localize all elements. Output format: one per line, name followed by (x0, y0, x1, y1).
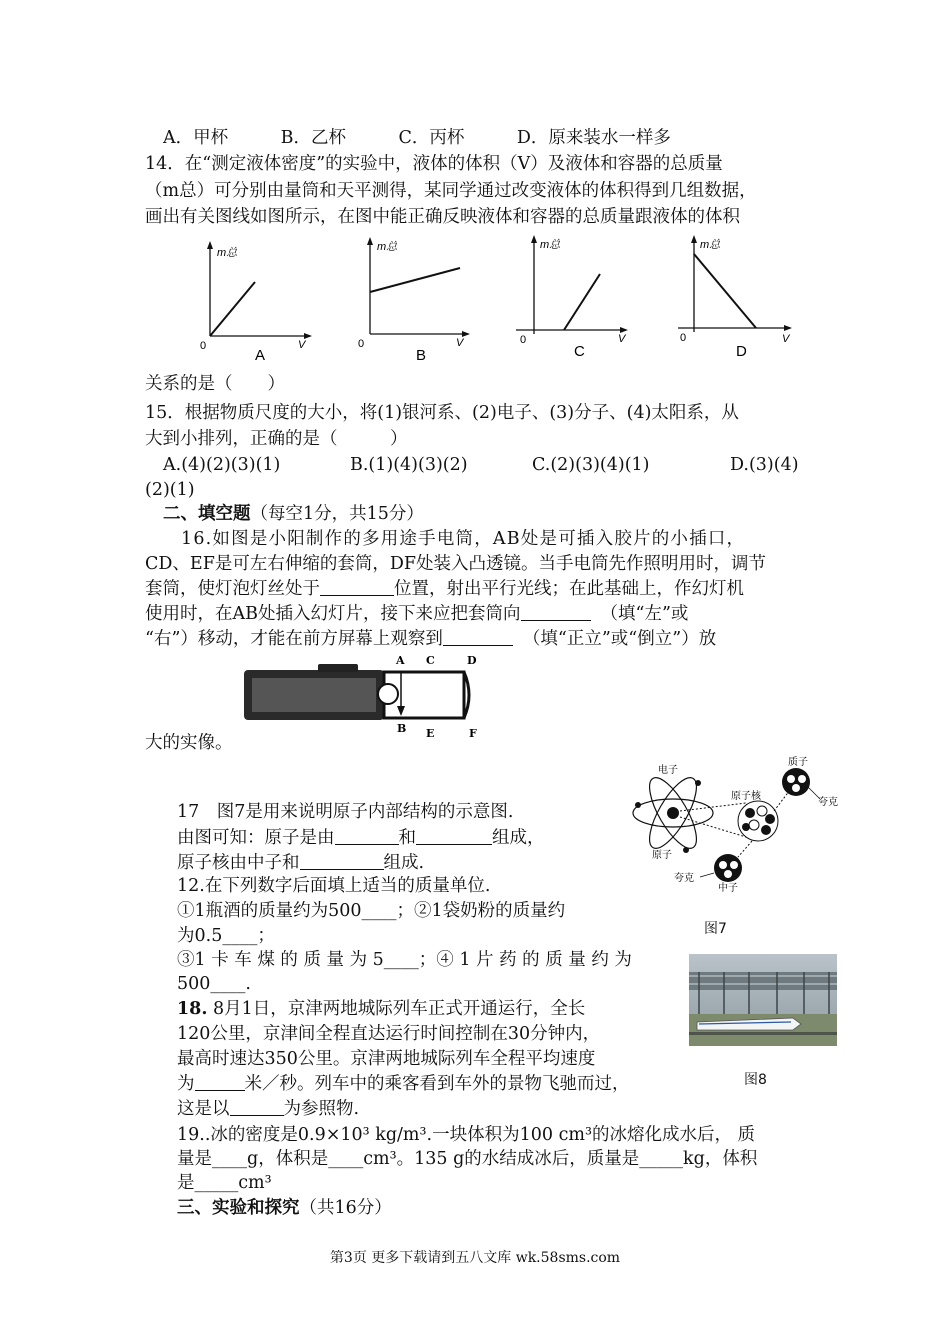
flashlight-label-e: E (426, 727, 435, 740)
section2-title: 二、填空题 (163, 504, 251, 524)
q18-blank-2[interactable] (230, 1099, 284, 1116)
graph-a (190, 236, 320, 370)
atom-label-quark-2: 夸克 (674, 873, 694, 884)
section2-heading (163, 502, 424, 526)
q18-line1 (177, 997, 585, 1021)
q15-option-d-cont: (2)(1) (145, 480, 195, 500)
figure-7-caption: 图7 (704, 921, 727, 937)
q16-line5-a: “右”）移动，才能在前方屏幕上观察到 (145, 629, 443, 649)
flashlight-label-f: F (469, 727, 477, 740)
q18-line5-b: 为参照物. (283, 1099, 360, 1119)
q16-blank-2[interactable] (521, 604, 591, 621)
neutron (714, 854, 742, 882)
q18-blank-1[interactable] (195, 1074, 245, 1091)
train-photo (689, 954, 837, 1046)
q15-line2: 大到小排列，正确的是（ ） (145, 429, 408, 449)
q14-line3: 画出有关图线如图所示，在图中能正确反映液体和容器的总质量跟液体的体积 (145, 207, 740, 227)
graph-a-origin: 0 (200, 340, 207, 352)
q19-line3: 是_____cm³ (177, 1173, 272, 1193)
section3-heading (177, 1196, 392, 1220)
q18-line2: 120公里，京津间全程直达运行时间控制在30分钟内， (177, 1024, 601, 1044)
graph-c (508, 230, 638, 370)
q16-blank-1[interactable] (320, 579, 394, 596)
q17-line3-a: 原子核由中子和 (177, 853, 300, 873)
q18-line4-a: 为 (177, 1074, 195, 1094)
proton (782, 768, 810, 796)
section3-note: （共16分） (299, 1198, 392, 1218)
atom-label-electron: 电子 (658, 765, 678, 776)
figure-8-caption: 图8 (744, 1072, 767, 1088)
q16-line5-b: （填“正立”或“倒立”）放 (522, 629, 717, 649)
q14-line2: （m总）可分别由量筒和天平测得，某同学通过改变液体的体积得到几组数据， (145, 181, 757, 201)
flashlight-figure (238, 650, 498, 746)
q18-line4 (177, 1072, 630, 1096)
q16-line3-a: 套筒，使灯泡灯丝处于 (145, 579, 320, 599)
q16-line6: 大的实像。 (145, 733, 233, 753)
page-footer: 第3页 更多下载请到五八文库 wk.58sms.com (329, 1250, 621, 1266)
graph-c-origin: 0 (520, 334, 527, 346)
q12-line3: 为0.5____； (177, 926, 275, 946)
atom-label-neutron: 中子 (718, 883, 738, 894)
q15-option-d: D.(3)(4) (730, 455, 799, 475)
graph-b (350, 230, 480, 370)
q15-option-b: B.(1)(4)(3)(2) (350, 455, 468, 475)
q17-blank-3[interactable] (300, 853, 384, 870)
flashlight-label-c: C (426, 654, 435, 667)
q19-line2: 量是____g，体积是____cm³。135 g的水结成冰后，质量是_____kg，体积 (177, 1149, 758, 1169)
q18-line3: 最高时速达350公里。京津两地城际列车全程平均速度 (177, 1049, 596, 1069)
q17-line2-a: 由图可知：原子是由 (177, 828, 335, 848)
graph-c-letter: C (574, 343, 585, 360)
graph-a-y-label: m总 (217, 247, 238, 259)
q19-line1: 19..冰的密度是0.9×10³ kg/m³.一块体积为100 cm³的冰熔化成水后， 质 (177, 1125, 756, 1145)
q18-line4-b: 米／秒。列车中的乘客看到车外的景物飞驰而过， (244, 1074, 630, 1094)
graph-b-y-label: m总 (377, 241, 398, 253)
q17-line2-b: 和 (398, 828, 416, 848)
q18-number: 18. (177, 999, 208, 1019)
graph-a-x-label: V (298, 339, 306, 351)
q16-line4-b: （填“左”或 (600, 604, 689, 624)
graph-d (670, 230, 800, 370)
q17-blank-2[interactable] (416, 828, 492, 845)
graph-d-y-label: m总 (700, 239, 721, 251)
flashlight-label-a: A (396, 654, 405, 667)
q16-line3-b: 位置，射出平行光线；在此基础上，作幻灯机 (394, 579, 744, 599)
atom-label-nucleus: 原子核 (731, 791, 761, 802)
atom-orbits (633, 771, 713, 854)
q13-options: A．甲杯 B．乙杯 C．丙杯 D．原来装水一样多 (163, 128, 671, 148)
q17-line2-c: 组成， (492, 828, 545, 848)
section3-title: 三、实验和探究 (177, 1198, 300, 1218)
flashlight-label-d: D (467, 654, 477, 667)
q12-line4: ③1 卡 车 煤 的 质 量 为 5____；④ 1 片 药 的 质 量 约 为 (177, 950, 632, 970)
graph-b-origin: 0 (358, 338, 365, 350)
atom-figure (628, 755, 848, 899)
flashlight-label-b: B (397, 722, 407, 735)
graph-d-origin: 0 (680, 332, 687, 344)
graph-c-x-label: V (618, 333, 626, 345)
q18-line5-a: 这是以 (177, 1099, 230, 1119)
q17-line3-b: 组成. (383, 853, 425, 873)
q17-line3 (177, 851, 424, 875)
q16-line4 (145, 602, 688, 626)
q16-line1: 16.如图是小阳制作的多用途手电筒，AB处是可插入胶片的小插口， (181, 529, 746, 549)
q14-line4: 关系的是（ ） (145, 374, 285, 394)
q17-line2 (177, 826, 545, 850)
section2-note: （每空1分，共15分） (250, 504, 424, 524)
graph-b-letter: B (416, 347, 427, 364)
q16-line2: CD、EF是可左右伸缩的套筒，DF处装入凸透镜。当手电筒先作照明用时，调节 (145, 554, 767, 574)
q15-option-c: C.(2)(3)(4)(1) (532, 455, 650, 475)
graph-a-letter: A (255, 347, 266, 364)
q15-option-a: A.(4)(2)(3)(1) (163, 455, 281, 475)
q16-blank-3[interactable] (443, 629, 513, 646)
q18-line5 (177, 1097, 359, 1121)
q16-line4-a: 使用时，在AB处插入幻灯片，接下来应把套筒向 (145, 604, 521, 624)
q14-line1: 14．在“测定液体密度”的实验中，液体的体积（V）及液体和容器的总质量 (145, 154, 723, 174)
q15-line1: 15．根据物质尺度的大小，将(1)银河系、(2)电子、(3)分子、(4)太阳系，从 (145, 403, 739, 423)
q12-line2: ①1瓶酒的质量约为500____；②1袋奶粉的质量约 (177, 901, 566, 921)
atom-label-proton: 质子 (788, 757, 808, 768)
graph-b-x-label: V (456, 337, 464, 349)
graph-d-letter: D (736, 343, 747, 360)
q17-line1: 17 图7是用来说明原子内部结构的示意图. (177, 802, 514, 822)
q18-line1-text: 8月1日，京津两地城际列车正式开通运行，全长 (213, 999, 586, 1019)
q16-line3 (145, 577, 744, 601)
graph-d-x-label: V (782, 333, 790, 345)
q12-line1: 12.在下列数字后面填上适当的质量单位. (177, 876, 491, 896)
nucleus (738, 801, 778, 841)
q12-line5: 500____. (177, 974, 251, 994)
q17-blank-1[interactable] (335, 828, 399, 845)
graph-c-y-label: m总 (540, 239, 561, 251)
atom-label-quark-1: 夸克 (818, 797, 838, 808)
atom-label-atom: 原子 (652, 850, 672, 861)
q16-line5 (145, 627, 716, 651)
